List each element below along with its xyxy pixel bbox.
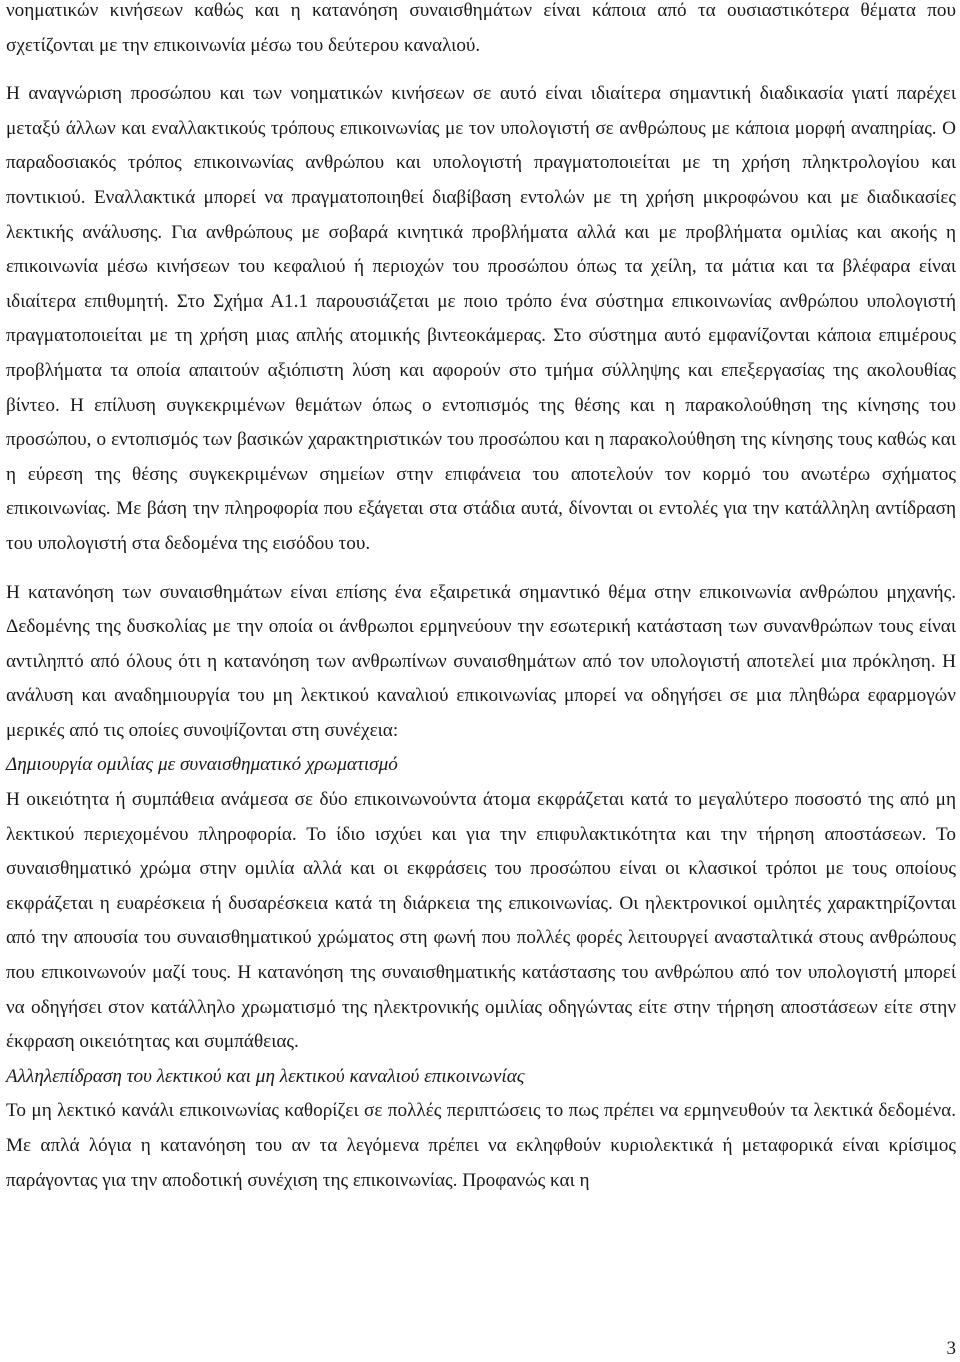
- page-number: 3: [946, 1338, 956, 1359]
- paragraph-face-recognition: Η αναγνώριση προσώπου και των νοηματικών κινήσεων σε αυτό είναι ιδιαίτερα σημαντική διαδικασία γιατί παρέχει μεταξύ άλλων και εναλλακτικούς τρόπους επικοινωνίας με τον υπολογιστή σε ανθρώπους με κάποια μορφή αναπηρίας. Ο παραδοσιακός τρόπος επικοινωνίας ανθρώπου και υπολογιστή πραγματοποιείται με τη χρήση πληκτρολογίου και ποντικιού. Εναλλακτικά μπορεί να πραγματοποιηθεί διαβίβαση εντολών με τη χρήση μικροφώνου και με διαδικασίες λεκτικής ανάλυσης. Για ανθρώπους με σοβαρά κινητικά προβλήματα αλλά και με προβλήματα ομιλίας και ακοής η επικοινωνία μέσω κινήσεων του κεφαλιού ή περιοχών του προσώπου όπως τα χείλη, τα μάτια και τα βλέφαρα είναι ιδιαίτερα επιθυμητή. Στο Σχήμα Α1.1 παρουσιάζεται με ποιο τρόπο ένα σύστημα επικοινωνίας ανθρώπου υπολογιστή πραγματοποιείται με τη χρήση μιας απλής ατομικής βιντεοκάμερας. Στο σύστημα αυτό εμφανίζονται κάποια επιμέρους προβλήματα τα οποία απαιτούν αξιόπιστη λύση και αφορούν στο τμήμα σύλληψης και επεξεργασίας της ακολουθίας βίντεο. Η επίλυση συγκεκριμένων θεμάτων όπως ο εντοπισμός της θέσης και η παρακολούθηση της κίνησης του προσώπου, ο εντοπισμός των βασικών χαρακτηριστικών του προσώπου και η παρακολούθηση της κίνησης τους καθώς και η εύρεση της θέσης συγκεκριμένων σημείων στην επιφάνεια του αποτελούν τον κορμό του ανωτέρω σχήματος επικοινωνίας. Με βάση την πληροφορία που εξάγεται στα στάδια αυτά, δίνονται οι εντολές για την κατάλληλη αντίδραση του υπολογιστή στα δεδομένα της εισόδου του.: [6, 83, 956, 554]
- paragraph-continuation: νοηματικών κινήσεων καθώς και η κατανόηση συναισθημάτων είναι κάποια από τα ουσιαστικότερα θέματα που σχετίζονται με την επικοινωνία μέσω του δεύτερου καναλιού.: [6, 0, 956, 56]
- paragraph-emotional-speech: Η οικειότητα ή συμπάθεια ανάμεσα σε δύο επικοινωνούντα άτομα εκφράζεται κατά το μεγαλύτερο ποσοστό της από μη λεκτικού περιεχομένου πληροφορία. Το ίδιο ισχύει και για την επιφυλακτικότητα και την τήρηση αποστάσεων. Το συναισθηματικό χρώμα στην ομιλία αλλά και οι εκφράσεις του προσώπου είναι οι κλασικοί τρόποι με τους οποίους εκφράζεται η ευαρέσκεια ή δυσαρέσκεια κατά τη διάρκεια της επικοινωνίας. Οι ηλεκτρονικοί ομιλητές χαρακτηρίζονται από την απουσία του συναισθηματικού χρώματος στη φωνή που πολλές φορές λειτουργεί ανασταλτικά στους ανθρώπους που επικοινωνούν μαζί τους. Η κατανόηση της συναισθηματικής κατάστασης του ανθρώπου από τον υπολογιστή μπορεί να οδηγήσει στον κατάλληλο χρωματισμό της ηλεκτρονικής ομιλίας οδηγώντας είτε στην τήρηση αποστάσεων είτε στην έκφραση οικειότητας και συμπάθειας.: [6, 789, 956, 1053]
- section-heading-channel-interaction: Αλληλεπίδραση του λεκτικού και μη λεκτικού καναλιού επικοινωνίας: [6, 1065, 525, 1087]
- paragraph-channel-interaction: Το μη λεκτικό κανάλι επικοινωνίας καθορίζει σε πολλές περιπτώσεις το πως πρέπει να ερμηνευθούν τα λεκτικά δεδομένα. Με απλά λόγια η κατανόηση του αν τα λεγόμενα πρέπει να εκληφθούν κυριολεκτικά ή μεταφορικά είναι κρίσιμος παράγοντας για την αποδοτική συνέχιση της επικοινωνίας. Προφανώς και η: [6, 1100, 956, 1191]
- paragraph-emotion-understanding: Η κατανόηση των συναισθημάτων είναι επίσης ένα εξαιρετικά σημαντικό θέμα στην επικοινωνία ανθρώπου μηχανής. Δεδομένης της δυσκολίας με την οποία οι άνθρωποι ερμηνεύουν την εσωτερική κατάσταση των συνανθρώπων τους είναι αντιληπτό από όλους ότι η κατανόηση των ανθρωπίνων συναισθημάτων από τον υπολογιστή αποτελεί μια πρόκληση. Η ανάλυση και αναδημιουργία του μη λεκτικού καναλιού επικοινωνίας μπορεί να οδηγήσει σε μια πληθώρα εφαρμογών μερικές από τις οποίες συνοψίζονται στη συνέχεια:: [6, 581, 956, 741]
- section-heading-emotional-speech: Δημιουργία ομιλίας με συναισθηματικό χρωματισμό: [6, 754, 398, 776]
- document-body: [6, 0, 956, 1198]
